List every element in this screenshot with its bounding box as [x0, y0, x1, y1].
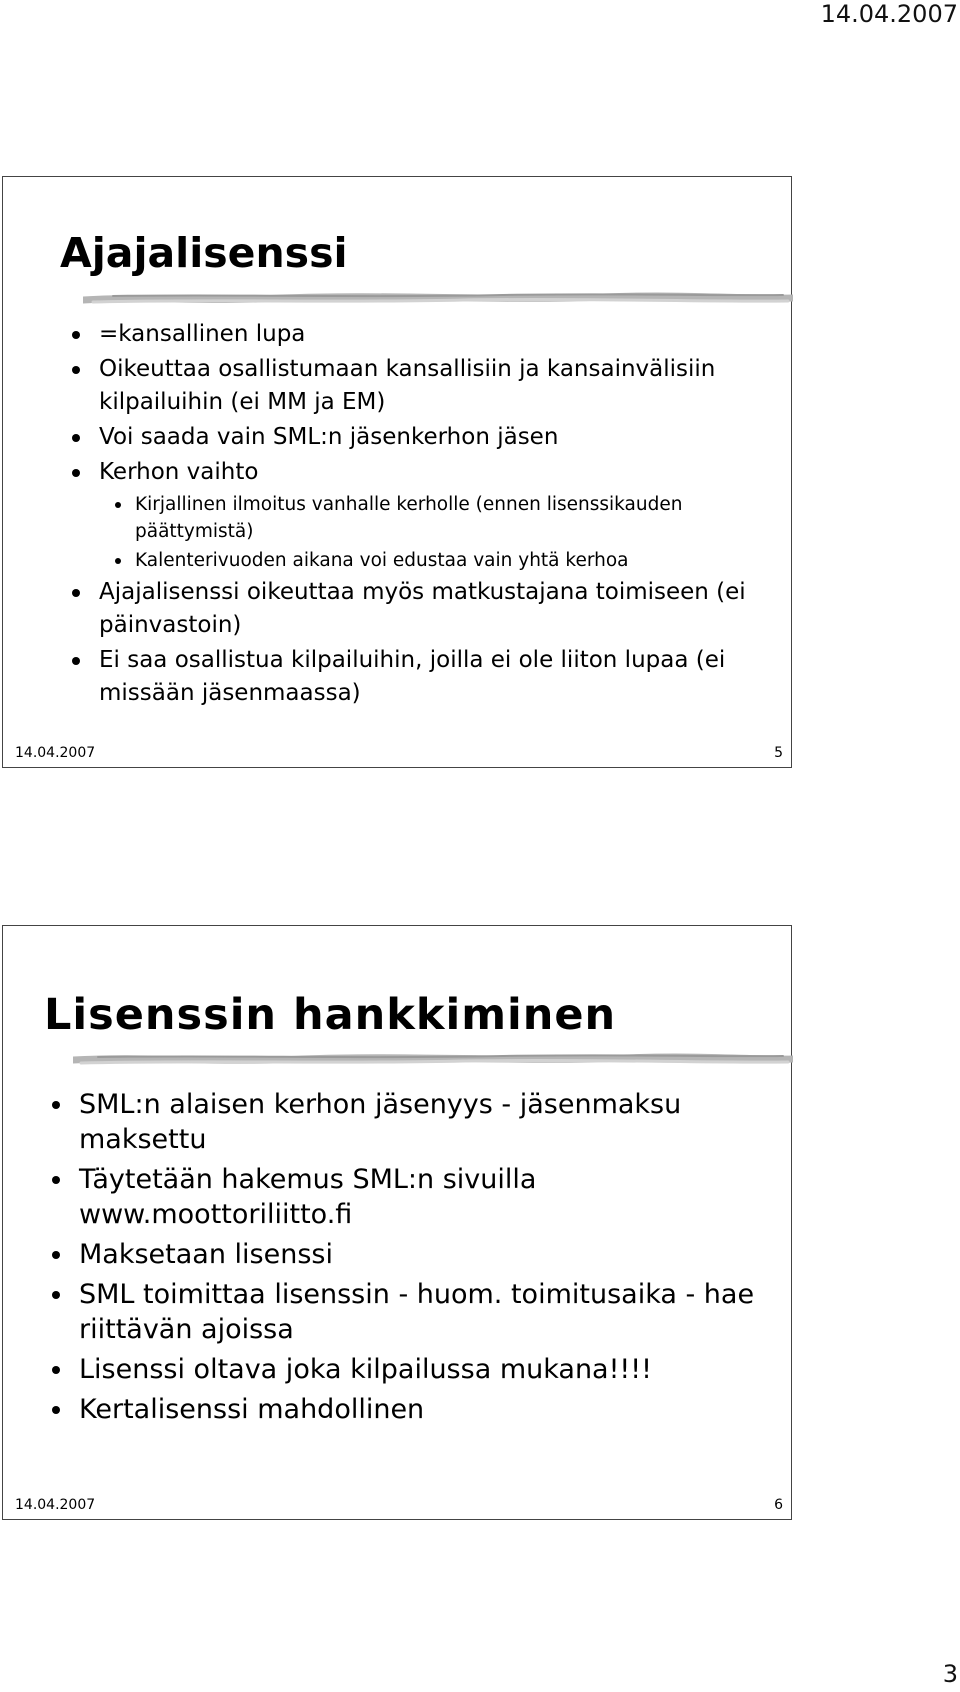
- list-item: Oikeuttaa osallistumaan kansallisiin ja kansainvälisiin kilpailuihin (ei MM ja EM): [99, 353, 779, 419]
- list-item: =kansallinen lupa: [99, 318, 779, 351]
- slide-title: Ajajalisenssi: [60, 229, 348, 277]
- list-item: SML toimittaa lisenssin - huom. toimitusaika - hae riittävän ajoissa: [79, 1277, 779, 1347]
- sub-list-item: Kirjallinen ilmoitus vanhalle kerholle (ennen lisenssikauden päättymistä): [135, 491, 779, 545]
- list-item: Kertalisenssi mahdollinen: [79, 1392, 779, 1427]
- slide-footer-date: 14.04.2007: [15, 1497, 96, 1513]
- list-item: Maksetaan lisenssi: [79, 1237, 779, 1272]
- bullet-list: [79, 1087, 779, 1432]
- title-brush-underline: [73, 1051, 793, 1069]
- page-number: 3: [942, 1660, 958, 1688]
- slide-lisenssin-hankkiminen: [2, 925, 792, 1520]
- list-item: Voi saada vain SML:n jäsenkerhon jäsen: [99, 421, 779, 454]
- list-item: Ajajalisenssi oikeuttaa myös matkustajana toimiseen (ei päinvastoin): [99, 576, 779, 642]
- list-item: Kerhon vaihto: [99, 456, 779, 489]
- list-item: Lisenssi oltava joka kilpailussa mukana!!!!: [79, 1352, 779, 1387]
- title-brush-underline: [83, 290, 793, 308]
- slide-ajajalisenssi: [2, 176, 792, 768]
- list-item: SML:n alaisen kerhon jäsenyys - jäsenmaksu maksettu: [79, 1087, 779, 1157]
- sub-list-item: Kalenterivuoden aikana voi edustaa vain yhtä kerhoa: [135, 547, 779, 574]
- slide-number: 5: [774, 745, 783, 761]
- bullet-list: [99, 318, 779, 712]
- slide-footer-date: 14.04.2007: [15, 745, 96, 761]
- slide-title: Lisenssin hankkiminen: [44, 990, 617, 1040]
- page-header-date: 14.04.2007: [820, 0, 958, 28]
- list-item: Täytetään hakemus SML:n sivuilla www.moottoriliitto.fi: [79, 1162, 779, 1232]
- list-item: Ei saa osallistua kilpailuihin, joilla ei ole liiton lupaa (ei missään jäsenmaassa): [99, 644, 779, 710]
- slide-number: 6: [774, 1497, 783, 1513]
